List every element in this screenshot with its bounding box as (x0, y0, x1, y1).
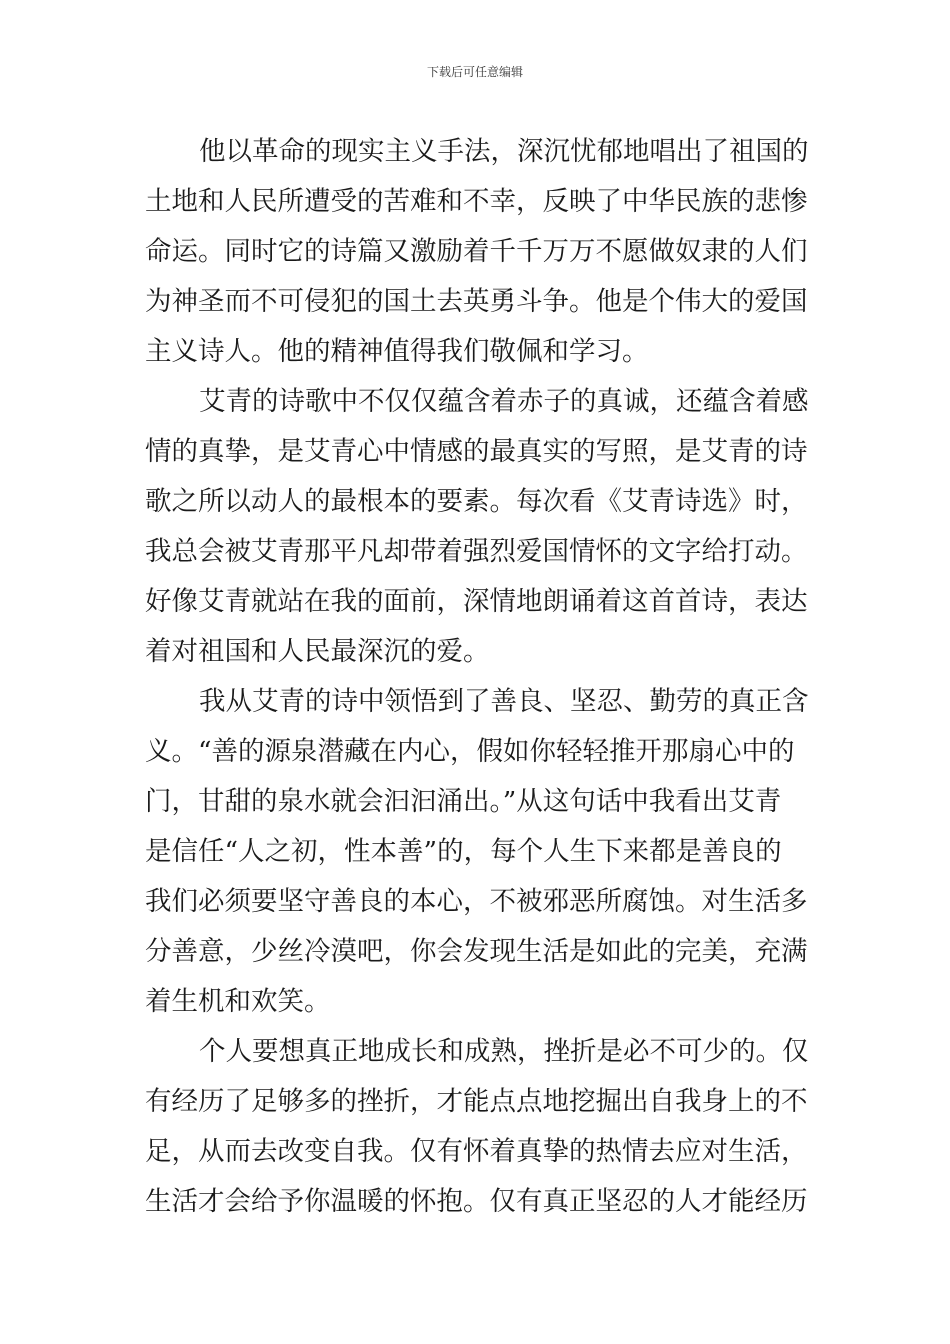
paragraph-2-line-4: 我总会被艾青那平凡却带着强烈爱国情怀的文字给打动。 (145, 536, 808, 567)
paragraph-2-line-1: 艾青的诗歌中不仅仅蕴含着赤子的真诚，还蕴含着感 (199, 386, 809, 417)
paragraph-1-line-3: 命运。同时它的诗篇又激励着千千万万不愿做奴隶的人们 (145, 236, 808, 267)
paragraph-3-line-1: 我从艾青的诗中领悟到了善良、坚忍、勤劳的真正含 (199, 686, 809, 717)
paragraph-1-line-2: 土地和人民所遭受的苦难和不幸，反映了中华民族的悲惨 (145, 186, 808, 217)
paragraph-1-line-5: 主义诗人。他的精神值得我们敬佩和学习。 (145, 336, 649, 367)
paragraph-1-line-4: 为神圣而不可侵犯的国土去英勇斗争。他是个伟大的爱国 (145, 286, 808, 317)
paragraph-3-line-3: 门，甘甜的泉水就会汩汩涌出。”从这句话中我看出艾青 (145, 786, 782, 817)
paragraph-3-line-5: 我们必须要坚守善良的本心，不被邪恶所腐蚀。对生活多 (145, 886, 808, 917)
paragraph-4-line-2: 有经历了足够多的挫折，才能点点地挖掘出自我身上的不 (145, 1086, 808, 1117)
header-note: 下载后可任意编辑 (426, 65, 523, 79)
paragraph-3-line-2: 义。“善的源泉潜藏在内心，假如你轻轻推开那扇心中的 (145, 736, 795, 767)
paragraph-3-line-4: 是信任“人之初，性本善”的，每个人生下来都是善良的 (145, 836, 782, 867)
paragraph-2-line-3: 歌之所以动人的最根本的要素。每次看《艾青诗选》时， (145, 486, 808, 517)
paragraph-2-line-6: 着对祖国和人民最深沉的爱。 (145, 636, 490, 667)
paragraph-3-line-6: 分善意，少丝冷漠吧，你会发现生活是如此的完美，充满 (145, 936, 808, 967)
document-body (145, 127, 807, 1227)
paragraph-4-line-1: 个人要想真正地成长和成熟，挫折是必不可少的。仅 (199, 1036, 809, 1067)
paragraph-2-line-2: 情的真挚，是艾青心中情感的最真实的写照，是艾青的诗 (145, 436, 808, 467)
paragraph-3-line-7: 着生机和欢笑。 (145, 986, 331, 1017)
paragraph-2-line-5: 好像艾青就站在我的面前，深情地朗诵着这首首诗，表达 (145, 586, 808, 617)
paragraph-1-line-1: 他以革命的现实主义手法，深沉忧郁地唱出了祖国的 (199, 136, 809, 167)
paragraph-4-line-3: 足，从而去改变自我。仅有怀着真挚的热情去应对生活， (145, 1136, 808, 1167)
paragraph-4-line-4: 生活才会给予你温暖的怀抱。仅有真正坚忍的人才能经历 (145, 1186, 808, 1217)
